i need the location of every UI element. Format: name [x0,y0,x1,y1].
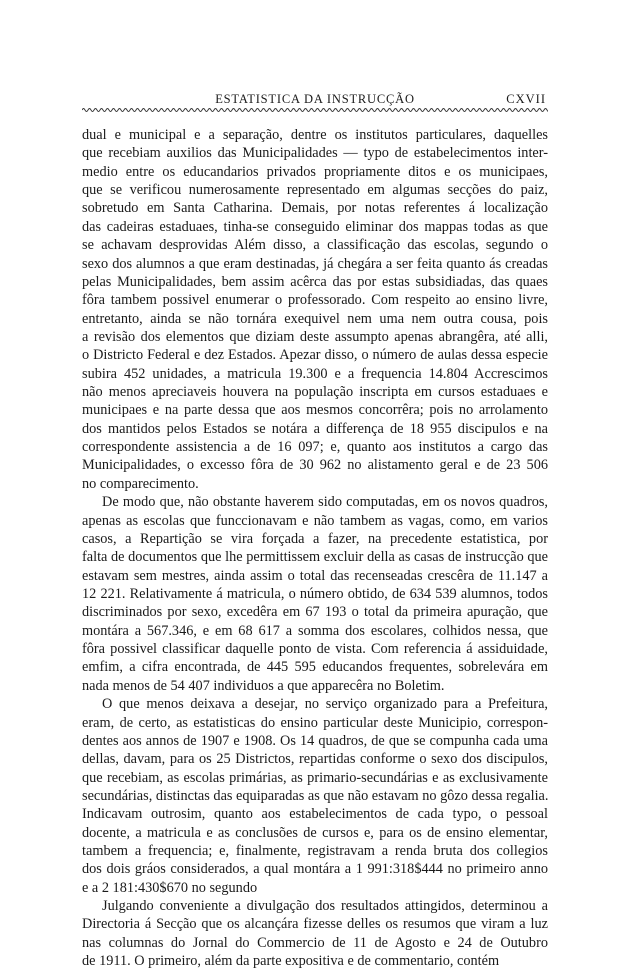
text-line: O que menos deixava a desejar, no serviço organizado para a Prefeitura, [102,696,548,713]
text-line: sobretudo em Santa Catharina. Demais, por notas referentes á localização [82,200,548,217]
text-line: das cadeiras estaduaes, tinha-se conseguido eliminar dos mappas todas as que [82,218,548,235]
paragraph [82,897,548,970]
text-line: que se verificou numerosamente representado em algumas secções do paiz, [82,182,548,199]
text-line: que recebiam, as escolas primárias, as primario-secundárias e as exclusivamente [82,769,548,786]
text-line: e a 2 181:430$670 no segundo [82,879,258,896]
text-line: estavam sem mestres, ainda assim o total das recenseadas crescêra de 11.147 a [82,567,548,584]
text-line: apenas as escolas que funccionavam e não tambem as vagas, como, em varios [82,512,548,529]
text-line: de 1911. O primeiro, além da parte expositiva e de commentario, contém [82,953,500,970]
text-line: não menos apreciaveis houvera na população inscripta em cursos estaduaes e [82,384,548,401]
paragraph [82,695,548,897]
wavy-header-rule [82,106,548,114]
text-line: correspondente assistencia a de 16 097; e, quanto aos institutos a cargo das [82,439,548,456]
text-line: municipaes e na parte dessa que aos mesmos concorrêra; pois no arrolamento [82,402,548,419]
text-line: discriminados por sexo, excedêra em 67 193 o total da primeira apuração, que [82,604,548,621]
text-line: dellas, davam, para os 25 Districtos, repartidas conforme o sexo dos discipulos, [82,751,548,768]
page-number: CXVII [506,92,546,106]
text-line: dentes aos annos de 1907 e 1908. Os 14 quadros, de que se compunha cada uma [82,732,548,749]
running-header-title: ESTATISTICA DA INSTRUCÇÃO [215,92,415,106]
text-line: 12 221. Relativamente á matricula, o número obtido, de 634 539 alumnos, todos [82,585,548,602]
running-header [82,92,548,114]
text-line: dos mantidos pelos Estados se notára a differença de 18 955 discipulos e na [82,420,548,437]
text-line: Julgando conveniente a divulgação dos resultados attingidos, determinou a [102,898,548,915]
text-line: montára a 567.346, e em 68 617 a somma dos escolares, colhidos nessa, que [82,622,548,639]
text-line: a revisão dos elementos que diziam deste assumpto apenas abrangêra, até alli, [82,328,548,345]
text-line: que recebiam auxilios das Municipalidades — typo de estabelecimentos inter- [82,145,548,162]
text-line: nada menos de 54 407 individuos a que apparecêra no Boletim. [82,677,445,694]
text-line: subira 452 unidades, a matricula 19.300 e a frequencia 14.804 Accrescimos [82,365,548,382]
text-line: pelas Municipalidades, bem assim acêrca das por estas subsidiadas, das quaes [82,273,548,290]
text-line: emfim, a cifra encontrada, de 445 595 educandos frequentes, sobrelevára em [82,659,548,676]
text-line: nas columnas do Jornal do Commercio de 11 de Agosto e 24 de Outubro [82,934,548,951]
text-line: Directoria á Secção que os alcançára fizesse delles os resumos que viram a luz [82,916,548,933]
text-line: dual e municipal e a separação, dentre os institutos particulares, daquelles [82,127,548,143]
text-line: Indicavam outrosim, quanto aos estabelecimentos de cada typo, o pessoal [82,806,548,823]
text-line: eram, de certo, as estatisticas do ensino particular deste Municipio, correspon- [82,714,548,731]
text-line: dos dois gráos considerados, a qual montára a 1 991:318$444 no primeiro anno [82,861,548,878]
text-line: o Districto Federal e dez Estados. Apezar disso, o número de aulas dessa especie [82,347,548,364]
text-line: no comparecimento. [82,475,199,492]
text-line: tambem a frequencia; e, finalmente, registravam a renda bruta dos collegios [82,843,548,860]
text-line: fôra possivel classificar daquelle ponto de vista. Com referencia á assiduidade, [82,641,548,658]
paragraph [82,126,548,493]
text-line: medio entre os educandarios privados propriamente ditos e os municipaes, [82,163,548,180]
text-line: Municipalidades, o excesso fôra de 30 962 no alistamento geral e de 23 506 [82,457,548,474]
text-line: docente, a matricula e as conclusões de cursos e, para os de ensino elementar, [82,824,548,841]
body-text [82,126,548,971]
text-line: falta de documentos que lhe permittissem excluir della as casas de instrucção que [82,549,548,566]
text-line: casos, a Repartição se vira forçada a fazer, na precedente estatistica, por [82,530,548,547]
text-line: entretanto, ainda se não tornára exequivel nem uma nem outra cousa, pois [82,310,548,327]
paragraph [82,493,548,695]
text-line: secundárias, distinctas das equiparadas as que não estavam no gôzo dessa regalia. [82,787,549,804]
text-line: De modo que, não obstante haverem sido computadas, em os novos quadros, [102,494,548,511]
text-line: se achavam desprovidas Além disso, a classificação das escolas, segundo o [82,237,548,254]
text-line: sexo dos alumnos a que eram destinadas, já chegára a ser feita quanto ás creadas [82,255,548,272]
text-line: fôra tambem possivel enumerar o professorado. Com respeito ao ensino livre, [82,292,548,309]
